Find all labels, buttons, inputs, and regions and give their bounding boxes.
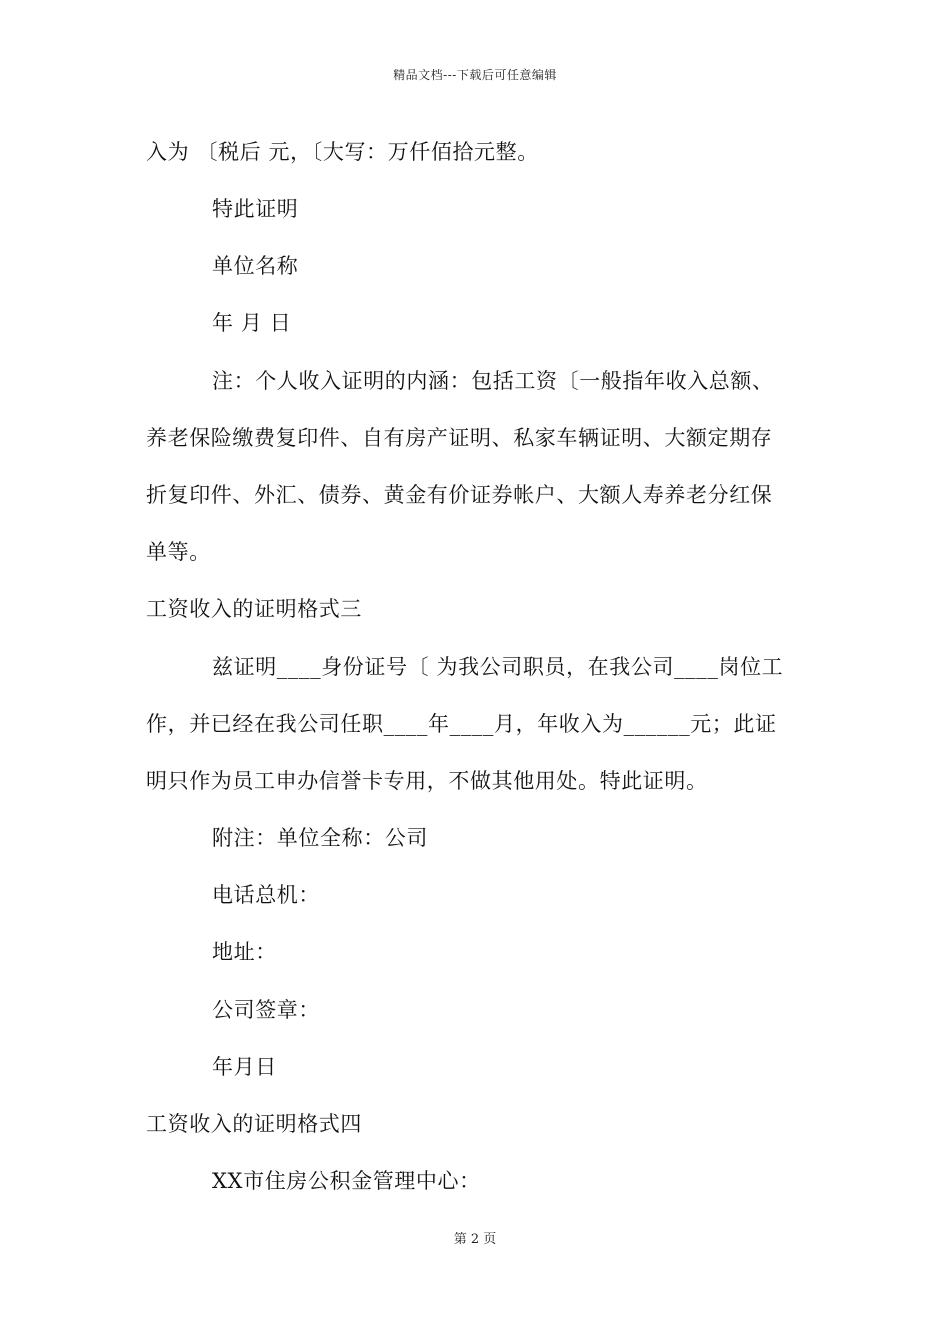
note-paragraph-line-2: 养老保险缴费复印件、自有房产证明、私家车辆证明、大额定期存: [146, 426, 773, 450]
note-paragraph-line-4: 单等。: [146, 540, 211, 564]
page-number: 第 2 页: [453, 1232, 497, 1247]
certificate-paragraph-line-2: 作，并已经在我公司任职____年____月，年收入为______元；此证: [146, 712, 777, 736]
date-line: 年 月 日: [212, 311, 292, 335]
certify-line: 特此证明: [212, 197, 299, 221]
note-paragraph-line-3: 折复印件、外汇、债券、黄金有价证券帐户、大额人寿养老分红保: [146, 483, 773, 507]
company-seal-line: 公司签章：: [212, 998, 320, 1022]
addressee-line: XX市住房公积金管理中心：: [212, 1169, 481, 1193]
page-header: 精品文档---下载后可任意编辑: [393, 68, 557, 82]
appendix-unit-line: 附注：单位全称：公司: [212, 826, 428, 850]
income-amount-line: 入为 〔税后 元，〔大写：万仟佰拾元整。: [146, 140, 539, 164]
unit-name-line: 单位名称: [212, 254, 299, 278]
certificate-paragraph-line-1: 兹证明____身份证号〔 为我公司职员，在我公司____岗位工: [212, 655, 784, 679]
section-heading-format-four: 工资收入的证明格式四: [146, 1112, 362, 1136]
phone-line: 电话总机：: [212, 883, 320, 907]
address-line: 地址：: [212, 940, 277, 964]
section-heading-format-three: 工资收入的证明格式三: [146, 597, 362, 621]
signature-date-line: 年月日: [212, 1055, 277, 1079]
note-paragraph-line-1: 注：个人收入证明的内涵：包括工资〔一般指年收入总额、: [212, 369, 774, 393]
certificate-paragraph-line-3: 明只作为员工申办信誉卡专用，不做其他用处。特此证明。: [146, 769, 708, 793]
